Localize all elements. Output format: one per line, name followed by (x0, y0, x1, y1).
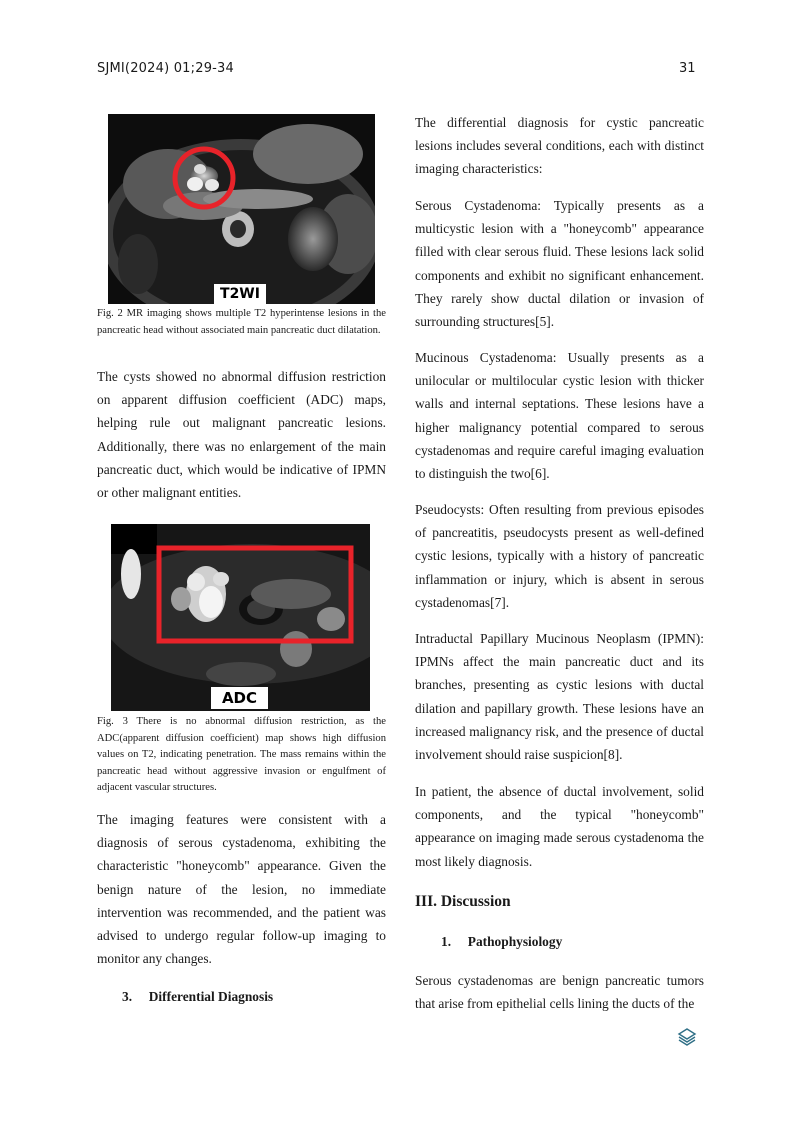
right-paragraph-6: In patient, the absence of ductal involvement, solid components, and the typical "honeycomb" appearance on imaging made serous cystadenoma the most likely diagnosis. (415, 784, 704, 869)
discussion-heading: III. Discussion (415, 893, 511, 910)
mri-adc-drawing (111, 524, 370, 711)
right-paragraph-7: Serous cystadenomas are benign pancreatic tumors that arise from epithelial cells lining the ducts of the (415, 973, 704, 1012)
left-paragraph-1: The cysts showed no abnormal diffusion restriction on apparent diffusion coefficient (ADC) maps, helping rule out malignant pancreatic lesions. Additionally, there was no enlargement of the main pancreatic duct, which would be indicative of IPMN or other malignant entities. (97, 369, 386, 501)
right-paragraph-1: The differential diagnosis for cystic pancreatic lesions includes several conditions, each with distinct imaging characteristics: (415, 115, 704, 177)
heading-text: Differential Diagnosis (148, 989, 274, 1004)
right-paragraph-4: Pseudocysts: Often resulting from previous episodes of pancreatitis, pseudocysts present as well-defined cystic lesions, typically with a history of pancreatic inflammation or injury, which is absent in serous cystadenomas[7]. (415, 502, 704, 610)
right-paragraph-5: Intraductal Papillary Mucinous Neoplasm (IPMN): IPMNs affect the main pancreatic duct and its branches, presenting as cystic lesions with ductal dilation and papillary growth. These lesions have an increased malignancy risk, and the presence of ductal involvement should raise suspicion[8]. (415, 631, 704, 763)
figure-3-caption: Fig. 3 There is no abnormal diffusion restriction, as the ADC(apparent diffusion coefficient) map shows high diffusion values on T2, indicating penetration. The mass remains within the pancreatic head without aggressive invasion or engulfment of adjacent vascular structures. (97, 716, 386, 794)
right-paragraph-3: Mucinous Cystadenoma: Usually presents as a unilocular or multilocular cystic lesion with thicker walls and internal septations. These lesions have a higher malignancy potential compared to serous cystadenomas and require careful imaging evaluation to distinguish the two[6]. (415, 350, 704, 482)
figure-3-image (111, 524, 370, 711)
t2wi-image-label: T2WI (214, 284, 266, 304)
pathophysiology-heading (441, 934, 704, 950)
publisher-logo-icon (676, 1027, 698, 1049)
left-paragraph-2: The imaging features were consistent with a diagnosis of serous cystadenoma, exhibiting the characteristic "honeycomb" appearance. Given the benign nature of the lesion, no immediate intervention was recommended, and the patient was advised to undergo regular follow-up imaging to monitor any changes. (97, 812, 386, 967)
mri-t2wi-drawing (108, 114, 375, 304)
sub-heading-text: Pathophysiology (467, 934, 563, 949)
sub-heading-number: 1. (441, 934, 452, 949)
adc-image-label: ADC (211, 687, 268, 709)
differential-diagnosis-heading (122, 989, 386, 1005)
figure-2-caption: Fig. 2 MR imaging shows multiple T2 hyperintense lesions in the pancreatic head without associated main pancreatic duct dilatation. (97, 308, 386, 336)
right-paragraph-2: Serous Cystadenoma: Typically presents as a multicystic lesion with a "honeycomb" appearance filled with clear serous fluid. These lesions lack solid components and exhibit no significant enhancement. They rarely show ductal dilation or invasion of surrounding structures[5]. (415, 198, 704, 330)
figure-2-image (108, 114, 375, 304)
page-number: 31 (679, 61, 696, 76)
heading-number: 3. (122, 989, 133, 1004)
journal-reference: SJMI(2024) 01;29-34 (97, 61, 234, 76)
